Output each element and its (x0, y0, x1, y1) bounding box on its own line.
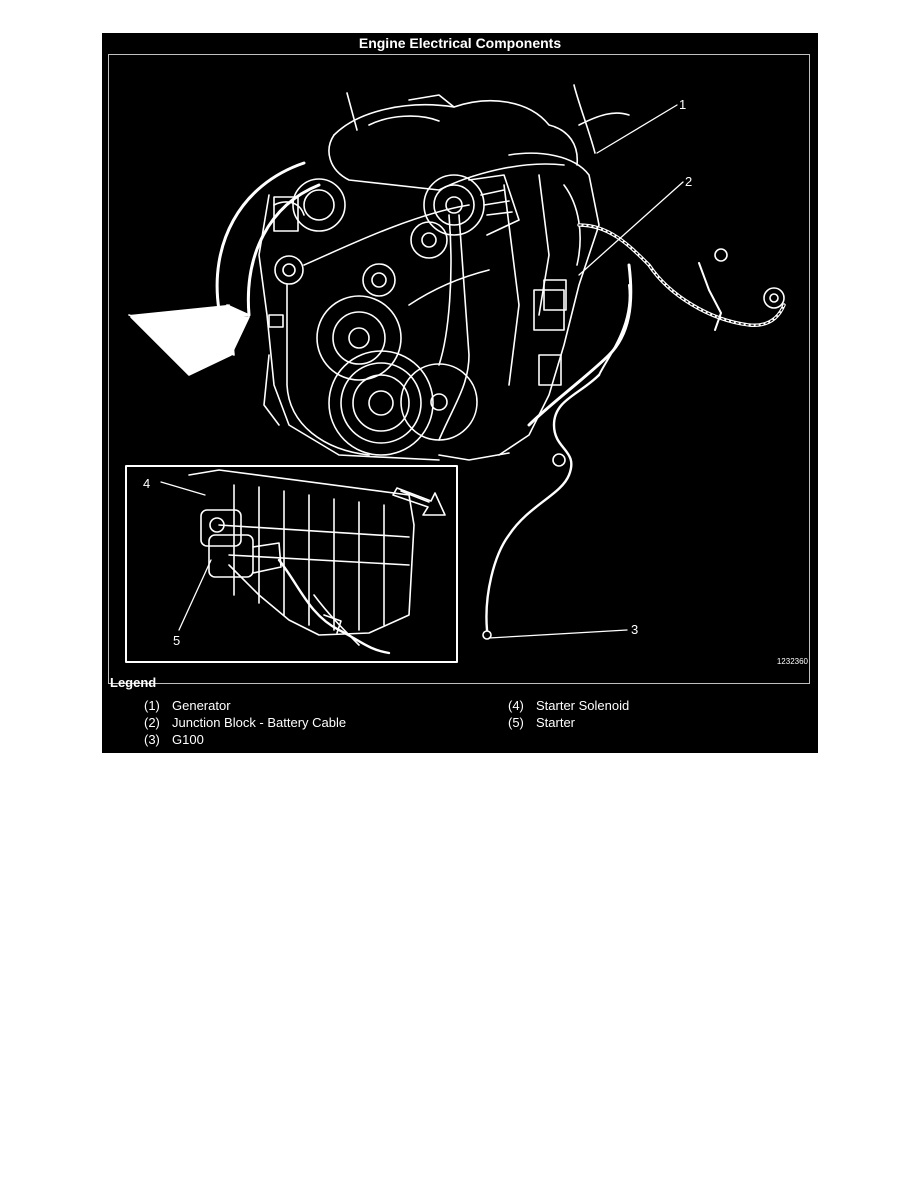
callout-5: 5 (173, 633, 181, 648)
legend-item (144, 732, 204, 747)
legend-item (144, 698, 231, 713)
legend (102, 698, 818, 752)
legend-item (508, 698, 629, 713)
battery-cable-harness (483, 225, 784, 639)
engine-block-drawing (259, 85, 629, 460)
figure-id: 1232360 (776, 657, 808, 666)
rotation-arrow-icon (129, 163, 319, 375)
callout-4: 4 (143, 476, 151, 491)
callout-2: 2 (685, 174, 693, 189)
legend-item-number: (4) (508, 698, 524, 713)
legend-item-label: G100 (172, 732, 204, 747)
legend-item-label: Junction Block - Battery Cable (172, 715, 347, 730)
legend-item (144, 715, 346, 730)
legend-item-label: Starter Solenoid (536, 698, 630, 713)
legend-item-number: (2) (144, 715, 160, 730)
legend-item-number: (5) (508, 715, 524, 730)
engine-line-art (109, 55, 810, 684)
legend-item-label: Generator (172, 698, 231, 713)
callout-numbers (143, 97, 692, 648)
legend-title: Legend (110, 675, 157, 690)
legend-item-number: (1) (144, 698, 160, 713)
legend-item-number: (3) (144, 732, 160, 747)
callout-1: 1 (679, 97, 687, 112)
engine-electrical-figure (102, 33, 818, 753)
legend-item-label: Starter (536, 715, 576, 730)
legend-item (508, 715, 575, 730)
callout-3: 3 (631, 622, 639, 637)
figure-title: Engine Electrical Components (358, 35, 562, 51)
engine-illustration (108, 54, 810, 684)
